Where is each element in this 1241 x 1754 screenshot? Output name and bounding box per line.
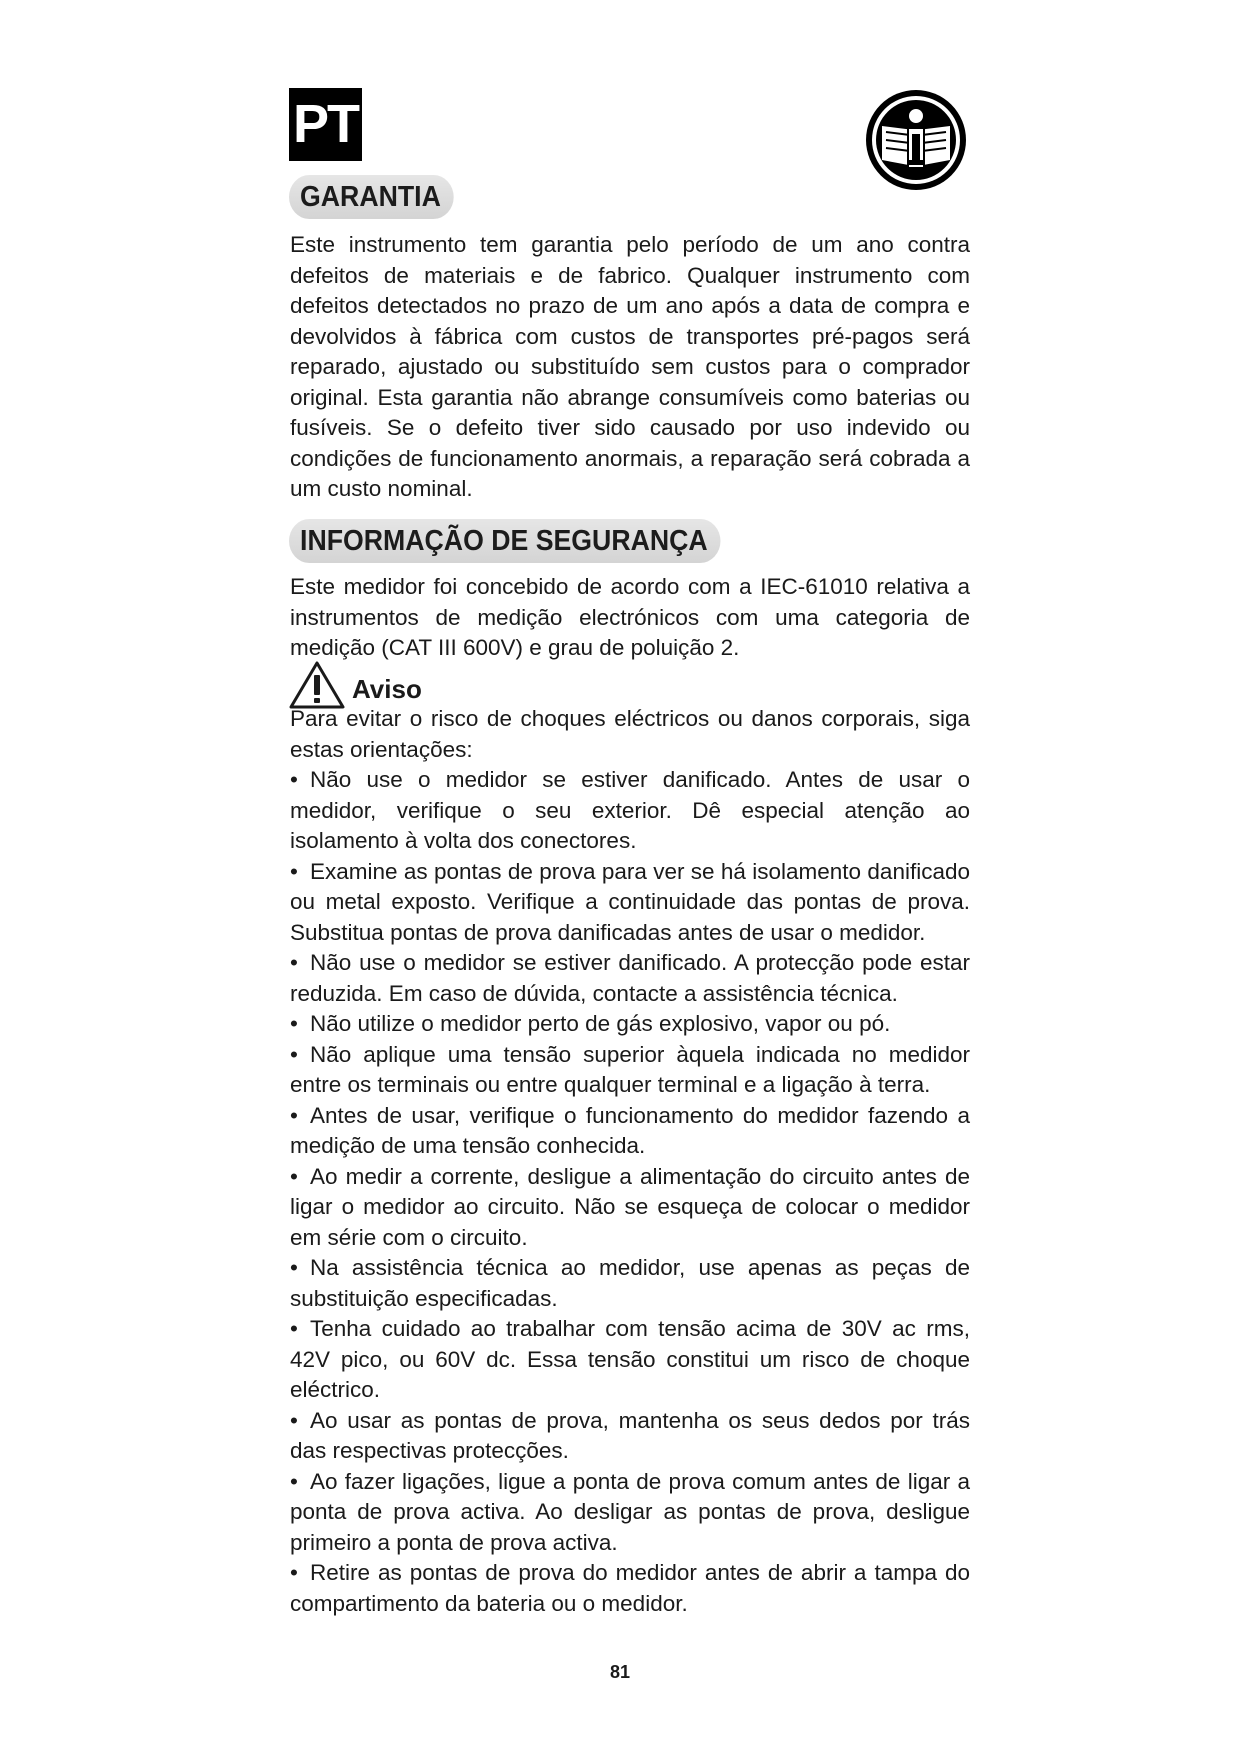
- warning-text: [290, 704, 970, 1619]
- list-item-text: Não aplique uma tensão superior àquela indicada no medidor entre os terminais ou entre qualquer terminal e a ligação à terra.: [290, 1041, 970, 1097]
- list-item: [290, 857, 970, 949]
- bullet: •: [290, 1468, 298, 1494]
- list-item: [290, 1467, 970, 1559]
- warning-intro: Para evitar o risco de choques eléctricos ou danos corporais, siga estas orientações:: [290, 706, 970, 762]
- safety-paragraph: Este medidor foi concebido de acordo com a IEC-61010 relativa a instrumentos de medição electrónicos com uma categoria de medição (CAT III 600V) e grau de poluição 2.: [290, 574, 970, 660]
- list-item-text: Na assistência técnica ao medidor, use apenas as peças de substituição especificadas.: [290, 1255, 970, 1311]
- list-item: [290, 1253, 970, 1314]
- list-item-text: Ao medir a corrente, desligue a alimentação do circuito antes de ligar o medidor ao circuito. Não se esqueça de colocar o medidor em série com o circuito.: [290, 1163, 970, 1250]
- list-item-text: Ao fazer ligações, ligue a ponta de prova comum antes de ligar a ponta de prova activa. Ao desligar as pontas de prova, desligue primeiro a ponta de prova activa.: [290, 1468, 970, 1555]
- warranty-text: [290, 230, 970, 505]
- list-item: [290, 1009, 970, 1040]
- warning-title: Aviso: [352, 674, 422, 704]
- bullet: •: [290, 767, 298, 792]
- safety-text: [290, 572, 970, 664]
- list-item: [290, 1558, 970, 1619]
- list-item: [290, 765, 970, 857]
- bullet: •: [290, 1560, 298, 1585]
- list-item: [290, 1314, 970, 1406]
- list-item-text: Tenha cuidado ao trabalhar com tensão acima de 30V ac rms, 42V pico, ou 60V dc. Essa tensão constitui um risco de choque eléctrico.: [290, 1316, 970, 1402]
- warning-triangle-icon: [288, 660, 346, 710]
- manual-info-icon: [864, 88, 968, 192]
- safety-bullet-list: [290, 765, 970, 1619]
- warranty-heading: GARANTIA: [289, 175, 454, 219]
- bullet: •: [290, 1163, 298, 1189]
- list-item-text: Não use o medidor se estiver danificado. A protecção pode estar reduzida. Em caso de dúvida, contacte a assistência técnica.: [290, 950, 970, 1006]
- bullet: •: [290, 1255, 298, 1280]
- list-item: [290, 1162, 970, 1254]
- list-item-text: Antes de usar, verifique o funcionamento do medidor fazendo a medição de uma tensão conhecida.: [290, 1102, 970, 1158]
- list-item: [290, 1040, 970, 1101]
- bullet: •: [290, 1102, 298, 1128]
- list-item: [290, 1101, 970, 1162]
- bullet: •: [290, 858, 298, 884]
- list-item-text: Examine as pontas de prova para ver se há isolamento danificado ou metal exposto. Verifique a continuidade das pontas de prova. Substitua pontas de prova danificadas antes de usar o medidor.: [290, 858, 970, 945]
- bullet: •: [290, 1316, 298, 1341]
- bullet: •: [290, 1041, 298, 1067]
- list-item-text: Retire as pontas de prova do medidor antes de abrir a tampa do compartimento da bateria ou o medidor.: [290, 1560, 970, 1616]
- warranty-paragraph: Este instrumento tem garantia pelo período de um ano contra defeitos de materiais e de fabrico. Qualquer instrumento com defeitos detectados no prazo de um ano após a data de compra e devolvidos à fábrica com custos de transportes pré-pagos será reparado, ajustado ou substituído sem custos para o comprador original. Esta garantia não abrange consumíveis como baterias ou fusíveis. Se o defeito tiver sido causado por uso indevido ou condições de funcionamento anormais, a reparação será cobrada a um custo nominal.: [290, 232, 970, 501]
- page-number: 81: [609, 1662, 631, 1682]
- language-badge: PT: [289, 88, 362, 161]
- warning-header: [288, 662, 422, 710]
- list-item: [290, 948, 970, 1009]
- list-item: [290, 1406, 970, 1467]
- bullet: •: [290, 950, 298, 975]
- list-item-text: Ao usar as pontas de prova, mantenha os seus dedos por trás das respectivas protecções.: [290, 1407, 970, 1463]
- bullet: •: [290, 1407, 298, 1433]
- list-item-text: Não use o medidor se estiver danificado. Antes de usar o medidor, verifique o seu exterior. Dê especial atenção ao isolamento à volta dos conectores.: [290, 767, 970, 853]
- safety-heading: INFORMAÇÃO DE SEGURANÇA: [289, 519, 721, 563]
- list-item-text: Não utilize o medidor perto de gás explosivo, vapor ou pó.: [310, 1011, 891, 1036]
- bullet: •: [290, 1011, 298, 1036]
